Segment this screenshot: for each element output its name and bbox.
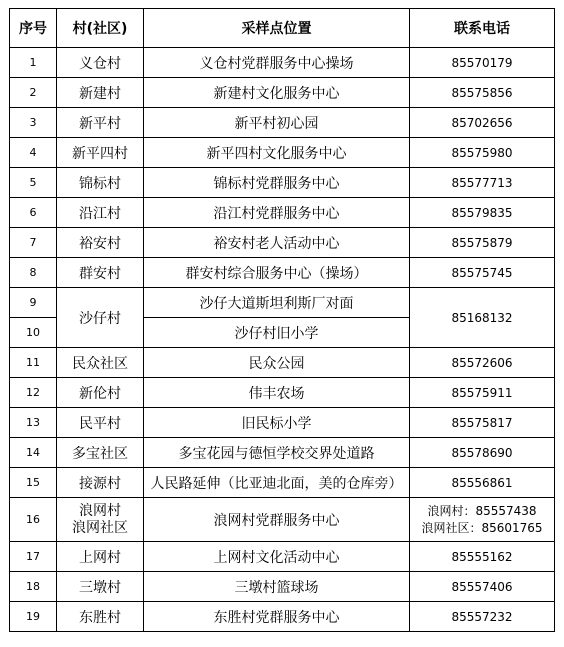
row-site: 裕安村老人活动中心 [144, 228, 410, 258]
table-row [10, 498, 555, 542]
row-site: 三墩村篮球场 [144, 572, 410, 602]
row-no: 14 [10, 438, 57, 468]
row-site: 群安村综合服务中心（操场） [144, 258, 410, 288]
row-no: 2 [10, 78, 57, 108]
phone-line-2: 浪网社区：85601765 [421, 520, 543, 535]
row-site: 人民路延伸（比亚迪北面，美的仓库旁） [144, 468, 410, 498]
row-no: 10 [10, 318, 57, 348]
row-no: 16 [10, 498, 57, 542]
row-village: 群安村 [57, 258, 144, 288]
table-row [10, 138, 555, 168]
row-no: 1 [10, 48, 57, 78]
row-site: 新平四村文化服务中心 [144, 138, 410, 168]
row-phone: 85575911 [410, 378, 555, 408]
table-row [10, 198, 555, 228]
row-phone: 85575856 [410, 78, 555, 108]
header-phone: 联系电话 [410, 9, 555, 48]
row-village: 新平村 [57, 108, 144, 138]
row-site: 沙仔村旧小学 [144, 318, 410, 348]
row-phone: 85575817 [410, 408, 555, 438]
row-village: 锦标村 [57, 168, 144, 198]
row-site: 新平村初心园 [144, 108, 410, 138]
row-no: 6 [10, 198, 57, 228]
row-village: 新建村 [57, 78, 144, 108]
row-no: 3 [10, 108, 57, 138]
row-phone: 85575745 [410, 258, 555, 288]
row-village: 上网村 [57, 542, 144, 572]
row-no: 7 [10, 228, 57, 258]
village-line-2: 浪网社区 [72, 519, 128, 536]
row-site: 锦标村党群服务中心 [144, 168, 410, 198]
row-no: 17 [10, 542, 57, 572]
phone-line-1: 浪网村：85557438 [427, 503, 537, 518]
table-row [10, 468, 555, 498]
row-phone: 85555162 [410, 542, 555, 572]
header-row [10, 9, 555, 48]
row-site: 沿江村党群服务中心 [144, 198, 410, 228]
row-phone: 85557232 [410, 602, 555, 632]
row-no: 13 [10, 408, 57, 438]
row-phone: 85579835 [410, 198, 555, 228]
row-phone: 85575879 [410, 228, 555, 258]
table-row [10, 602, 555, 632]
row-site: 新建村文化服务中心 [144, 78, 410, 108]
row-site: 伟丰农场 [144, 378, 410, 408]
row-site: 上网村文化活动中心 [144, 542, 410, 572]
row-village: 多宝社区 [57, 438, 144, 468]
row-phone: 85572606 [410, 348, 555, 378]
row-phone: 85575980 [410, 138, 555, 168]
row-phone: 85702656 [410, 108, 555, 138]
table-row [10, 542, 555, 572]
table-row [10, 438, 555, 468]
table-row [10, 258, 555, 288]
row-site: 浪网村党群服务中心 [144, 498, 410, 542]
row-phone-multi [410, 498, 555, 542]
row-village: 沿江村 [57, 198, 144, 228]
header-site: 采样点位置 [144, 9, 410, 48]
row-site: 多宝花园与德恒学校交界处道路 [144, 438, 410, 468]
row-village: 民平村 [57, 408, 144, 438]
row-no: 8 [10, 258, 57, 288]
row-no: 5 [10, 168, 57, 198]
header-village: 村(社区) [57, 9, 144, 48]
row-village: 新伦村 [57, 378, 144, 408]
row-site: 义仓村党群服务中心操场 [144, 48, 410, 78]
table-row [10, 228, 555, 258]
row-village: 民众社区 [57, 348, 144, 378]
table-row [10, 48, 555, 78]
village-line-1: 浪网村 [79, 502, 121, 519]
row-site: 东胜村党群服务中心 [144, 602, 410, 632]
row-no: 15 [10, 468, 57, 498]
header-no: 序号 [10, 9, 57, 48]
row-phone: 85557406 [410, 572, 555, 602]
row-village: 东胜村 [57, 602, 144, 632]
row-site: 旧民标小学 [144, 408, 410, 438]
row-village: 新平四村 [57, 138, 144, 168]
row-village-merged: 沙仔村 [57, 288, 144, 348]
row-no: 9 [10, 288, 57, 318]
sampling-site-table [9, 8, 555, 632]
table-row [10, 378, 555, 408]
row-village: 接源村 [57, 468, 144, 498]
row-phone: 85578690 [410, 438, 555, 468]
table-row [10, 168, 555, 198]
row-no: 11 [10, 348, 57, 378]
row-village: 义仓村 [57, 48, 144, 78]
row-no: 4 [10, 138, 57, 168]
row-phone: 85570179 [410, 48, 555, 78]
row-no: 18 [10, 572, 57, 602]
row-site: 民众公园 [144, 348, 410, 378]
table-row [10, 572, 555, 602]
row-village: 裕安村 [57, 228, 144, 258]
table-row [10, 348, 555, 378]
table-row [10, 288, 555, 318]
table-row [10, 108, 555, 138]
row-village-multi [57, 498, 144, 542]
row-phone-merged: 85168132 [410, 288, 555, 348]
row-phone: 85577713 [410, 168, 555, 198]
sampling-site-table-container [9, 8, 555, 632]
table-row [10, 408, 555, 438]
row-phone: 85556861 [410, 468, 555, 498]
row-village: 三墩村 [57, 572, 144, 602]
table-row [10, 78, 555, 108]
row-site: 沙仔大道斯坦利斯厂对面 [144, 288, 410, 318]
row-no: 19 [10, 602, 57, 632]
row-no: 12 [10, 378, 57, 408]
